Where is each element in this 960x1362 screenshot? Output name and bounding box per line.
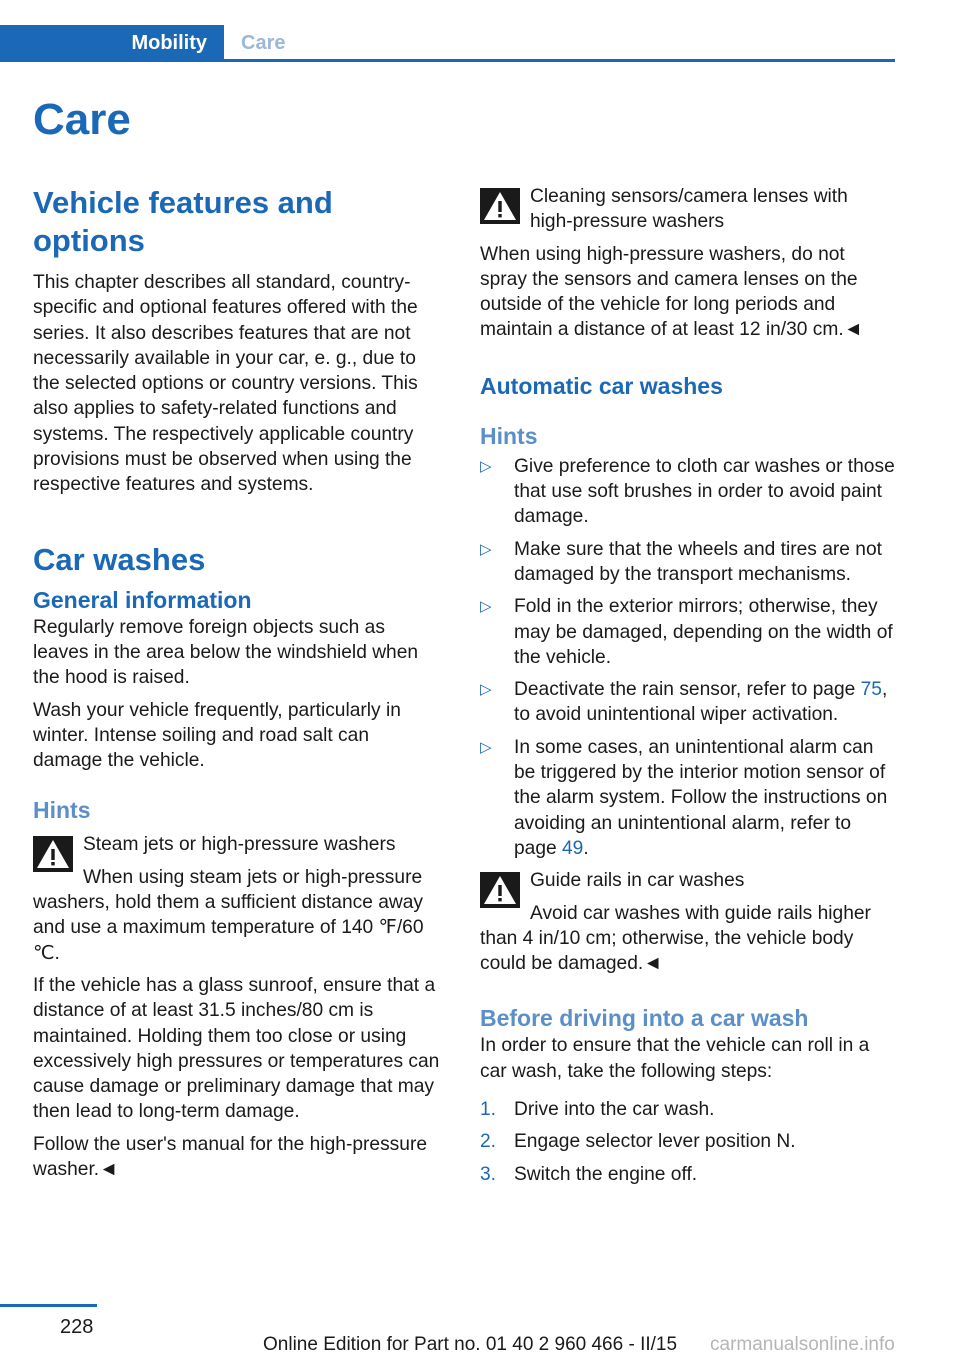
edition-note: Online Edition for Part no. 01 40 2 960 466 - II/15	[263, 1334, 678, 1355]
heading-vehicle-features: Vehicle features and options	[33, 185, 333, 258]
heading-automatic-car-washes: Automatic car washes	[480, 372, 723, 399]
bullet-triangle-icon: ▷	[480, 598, 492, 616]
warning-steam-jets-text-3: Follow the user's manual for the high-pressure washer.◄	[33, 1133, 427, 1181]
list-item: ▷ In some cases, an unintentional alarm can be triggered by the interior motion sensor of the alarm system. Follow the instructions on avoiding an unintentional alarm, refer to page 49.	[480, 736, 888, 859]
heading-before-driving: Before driving into a car wash	[480, 1005, 809, 1032]
left-column	[33, 184, 448, 1182]
page-link-75[interactable]: 75	[860, 679, 882, 701]
list-item: 1. Drive into the car wash.	[480, 1097, 895, 1122]
warning-guide-rails-title: Guide rails in car washes	[530, 870, 745, 892]
warning-cleaning-sensors-text: When using high-pressure washers, do not spray the sensors and camera lenses on the outside of the vehicle for long periods and maintain a distance of at least 12 in/30 cm.◄	[480, 243, 863, 341]
watermark: carmanualsonline.info	[710, 1334, 895, 1355]
tab-care[interactable]: Care	[241, 32, 286, 54]
bullet-triangle-icon: ▷	[480, 738, 492, 756]
warning-steam-jets-title: Steam jets or high-pressure washers	[83, 834, 396, 856]
paragraph-vehicle-features: This chapter describes all standard, country-specific and optional features offered with the series. It also describes features that are not necessarily available in your car, e. g., due to the selected options or country versions. This also applies to safety-related functions and systems. The respectively applicable country provisions must be observed when using the respective features and systems.	[33, 272, 418, 496]
list-item: ▷ Fold in the exterior mirrors; otherwise, they may be damaged, depending on the width of the vehicle.	[480, 596, 893, 668]
page-link-49[interactable]: 49	[562, 837, 584, 859]
warning-triangle-icon	[480, 872, 520, 908]
list-item: ▷ Give preference to cloth car washes or those that use soft brushes in order to avoid paint damage.	[480, 455, 895, 528]
tab-mobility[interactable]: Mobility	[0, 25, 224, 62]
warning-triangle-icon	[33, 836, 73, 872]
warning-triangle-icon	[480, 188, 520, 224]
step-number: 1.	[480, 1099, 497, 1121]
paragraph-general-2: Wash your vehicle frequently, particularly in winter. Intense soiling and road salt can damage the vehicle.	[33, 699, 401, 772]
heading-car-washes: Car washes	[33, 541, 206, 577]
step-number: 3.	[480, 1163, 497, 1185]
chapter-tab-bar	[0, 25, 895, 62]
bullet-triangle-icon: ▷	[480, 457, 492, 475]
hints-list	[480, 454, 895, 861]
page-number: 228	[60, 1316, 94, 1338]
list-item: 2. Engage selector lever position N.	[480, 1129, 895, 1154]
heading-hints-right: Hints	[480, 422, 538, 449]
warning-cleaning-sensors-title: Cleaning sensors/camera lenses with high-pressure washers	[530, 186, 848, 233]
warning-guide-rails-text: Avoid car washes with guide rails higher than 4 in/10 cm; otherwise, the vehicle body could be damaged.◄	[480, 902, 871, 975]
warning-guide-rails	[480, 868, 895, 976]
bullet-triangle-icon: ▷	[480, 681, 492, 699]
heading-hints-left: Hints	[33, 797, 91, 824]
list-item: ▷ Deactivate the rain sensor, refer to page 75, to avoid unintentional wiper activation.	[480, 679, 888, 726]
footer-divider	[0, 1304, 97, 1307]
bullet-triangle-icon: ▷	[480, 540, 492, 558]
paragraph-general-1: Regularly remove foreign objects such as leaves in the area below the windshield when the hood is raised.	[33, 616, 419, 689]
steps-list	[480, 1097, 895, 1187]
warning-cleaning-sensors	[480, 184, 895, 235]
page-title: Care	[33, 95, 131, 144]
list-item: ▷ Make sure that the wheels and tires are not damaged by the transport mechanisms.	[480, 538, 882, 585]
warning-steam-jets-text-2: If the vehicle has a glass sunroof, ensure that a distance of at least 31.5 inches/80 cm is maintained. Holding them too close or using excessively high pressures or temperatures can cause damage or preliminary damage that may then lead to long-term damage.	[33, 974, 440, 1123]
right-column	[480, 184, 895, 1194]
warning-steam-jets	[33, 832, 448, 965]
list-item: 3. Switch the engine off.	[480, 1162, 895, 1187]
warning-steam-jets-text-1: When using steam jets or high-pressure washers, hold them a sufficient distance away and use a maximum temperature of 140 ℉/60 ℃.	[33, 866, 424, 964]
paragraph-before-driving: In order to ensure that the vehicle can roll in a car wash, take the following steps:	[480, 1035, 870, 1082]
step-number: 2.	[480, 1131, 497, 1153]
heading-general-information: General information	[33, 586, 252, 613]
